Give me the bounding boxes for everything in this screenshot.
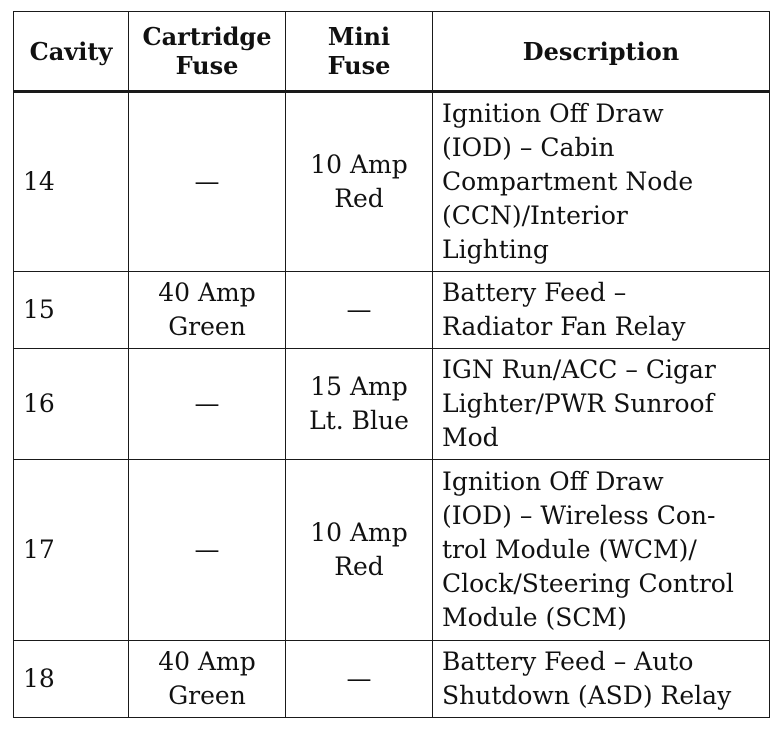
description-cell: Ignition Off Draw (IOD) – Cabin Compartment Node (CCN)/Interior Lighting — [433, 92, 770, 272]
header-row — [14, 12, 770, 92]
header-description: Description — [433, 12, 770, 92]
cavity-cell: 17 — [14, 460, 129, 641]
cartridge-fuse-cell: — — [129, 460, 286, 641]
description-cell: Battery Feed – Auto Shutdown (ASD) Relay — [433, 641, 770, 718]
description-cell: Ignition Off Draw (IOD) – Wireless Con- trol Module (WCM)/ Clock/Steering Control Module (SCM) — [433, 460, 770, 641]
header-cartridge-fuse: Cartridge Fuse — [129, 12, 286, 92]
mini-fuse-cell: 10 Amp Red — [286, 460, 433, 641]
mini-fuse-cell: — — [286, 641, 433, 718]
cavity-cell: 16 — [14, 349, 129, 460]
table-body — [14, 92, 770, 718]
cavity-cell: 14 — [14, 92, 129, 272]
table-row — [14, 92, 770, 272]
description-cell: IGN Run/ACC – Cigar Lighter/PWR Sunroof Mod — [433, 349, 770, 460]
cartridge-fuse-cell: — — [129, 349, 286, 460]
cartridge-fuse-cell: 40 Amp Green — [129, 272, 286, 349]
table-row — [14, 460, 770, 641]
table-row — [14, 641, 770, 718]
mini-fuse-cell: 15 Amp Lt. Blue — [286, 349, 433, 460]
table-row — [14, 272, 770, 349]
mini-fuse-cell: — — [286, 272, 433, 349]
cartridge-fuse-cell: — — [129, 92, 286, 272]
header-cavity: Cavity — [14, 12, 129, 92]
table-header — [14, 12, 770, 92]
header-mini-fuse: Mini Fuse — [286, 12, 433, 92]
cavity-cell: 18 — [14, 641, 129, 718]
fuse-table — [13, 11, 770, 718]
mini-fuse-cell: 10 Amp Red — [286, 92, 433, 272]
table-row — [14, 349, 770, 460]
cartridge-fuse-cell: 40 Amp Green — [129, 641, 286, 718]
cavity-cell: 15 — [14, 272, 129, 349]
description-cell: Battery Feed – Radiator Fan Relay — [433, 272, 770, 349]
